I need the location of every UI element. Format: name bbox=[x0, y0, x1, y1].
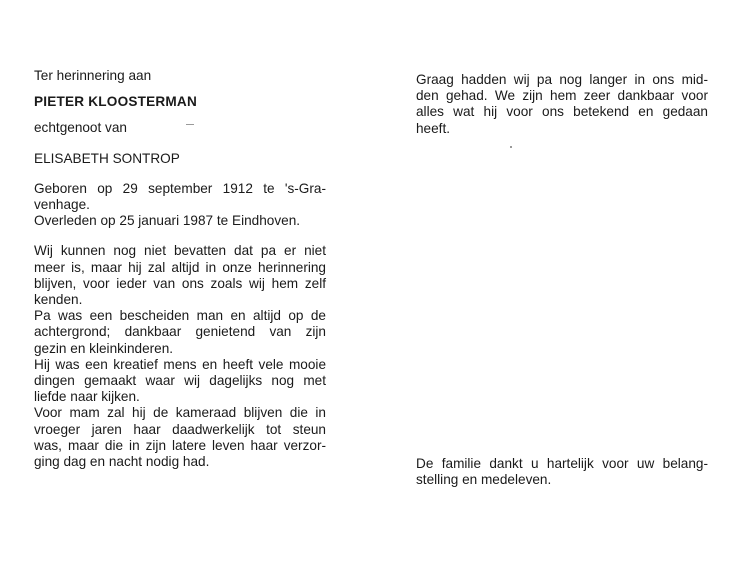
memorial-line: vroeger jaren haar daadwerkelijk tot steun bbox=[34, 421, 326, 437]
deceased-name: PIETER KLOOSTERMAN bbox=[34, 94, 197, 110]
memorial-line: Voor mam zal hij de kameraad blijven die in bbox=[34, 405, 326, 421]
intro-text: Ter herinnering aan bbox=[34, 68, 152, 83]
right-column-closing bbox=[416, 456, 708, 488]
scan-speck bbox=[186, 124, 194, 125]
spacer bbox=[34, 84, 326, 94]
memorial-line: gezin en kleinkinderen. bbox=[34, 340, 174, 356]
memorial-line: blijven, voor ieder van ons zoals wij hem zelf bbox=[34, 275, 326, 291]
memorial-line: achtergrond; dankbaar genietend van zijn bbox=[34, 324, 326, 340]
thanks-paragraph bbox=[416, 456, 708, 488]
memorial-line: Wij kunnen nog niet bevatten dat pa er niet bbox=[34, 243, 326, 259]
spacer bbox=[34, 137, 326, 151]
thanks-line: De familie dankt u hartelijk voor uw belang- bbox=[416, 456, 708, 471]
spouse-name: ELISABETH SONTROP bbox=[34, 150, 180, 166]
memorial-line: ging dag en nacht nodig had. bbox=[34, 454, 210, 470]
memorial-line: meer is, maar hij zal altijd in onze herinnering bbox=[34, 259, 326, 275]
gratitude-line: Graag hadden wij pa nog langer in ons mid- bbox=[416, 72, 708, 87]
left-column bbox=[34, 68, 326, 470]
spacer bbox=[34, 110, 326, 120]
memorial-line: was, maar die in zijn latere leven haar verzor- bbox=[34, 437, 326, 453]
gratitude-line: heeft. bbox=[416, 120, 451, 136]
gratitude-paragraph bbox=[416, 72, 708, 137]
spacer bbox=[34, 229, 326, 243]
birth-line-1: Geboren op 29 september 1912 te 's-Gra- bbox=[34, 180, 326, 196]
memorial-line: Pa was een bescheiden man en altijd op de bbox=[34, 308, 326, 324]
death-line: Overleden op 25 januari 1987 te Eindhoven. bbox=[34, 213, 301, 229]
gratitude-line: den gehad. We zijn hem zeer dankbaar voor bbox=[416, 88, 708, 104]
relation-text: echtgenoot van bbox=[34, 120, 127, 136]
birth-line-2: venhage. bbox=[34, 197, 90, 213]
spacer bbox=[34, 167, 326, 181]
memorial-line: kenden. bbox=[34, 292, 83, 308]
memorial-paragraph bbox=[34, 243, 326, 470]
gratitude-line: alles wat hij voor ons betekend en gedaan bbox=[416, 104, 708, 120]
scan-speck bbox=[510, 146, 512, 148]
thanks-line: stelling en medeleven. bbox=[416, 472, 552, 488]
memorial-line: liefde naar kijken. bbox=[34, 389, 140, 405]
memorial-line: Hij was een kreatief mens en heeft vele mooie bbox=[34, 356, 326, 372]
memorial-line: dingen gemaakt waar wij dagelijks nog met bbox=[34, 373, 326, 389]
right-column-top bbox=[416, 72, 708, 137]
